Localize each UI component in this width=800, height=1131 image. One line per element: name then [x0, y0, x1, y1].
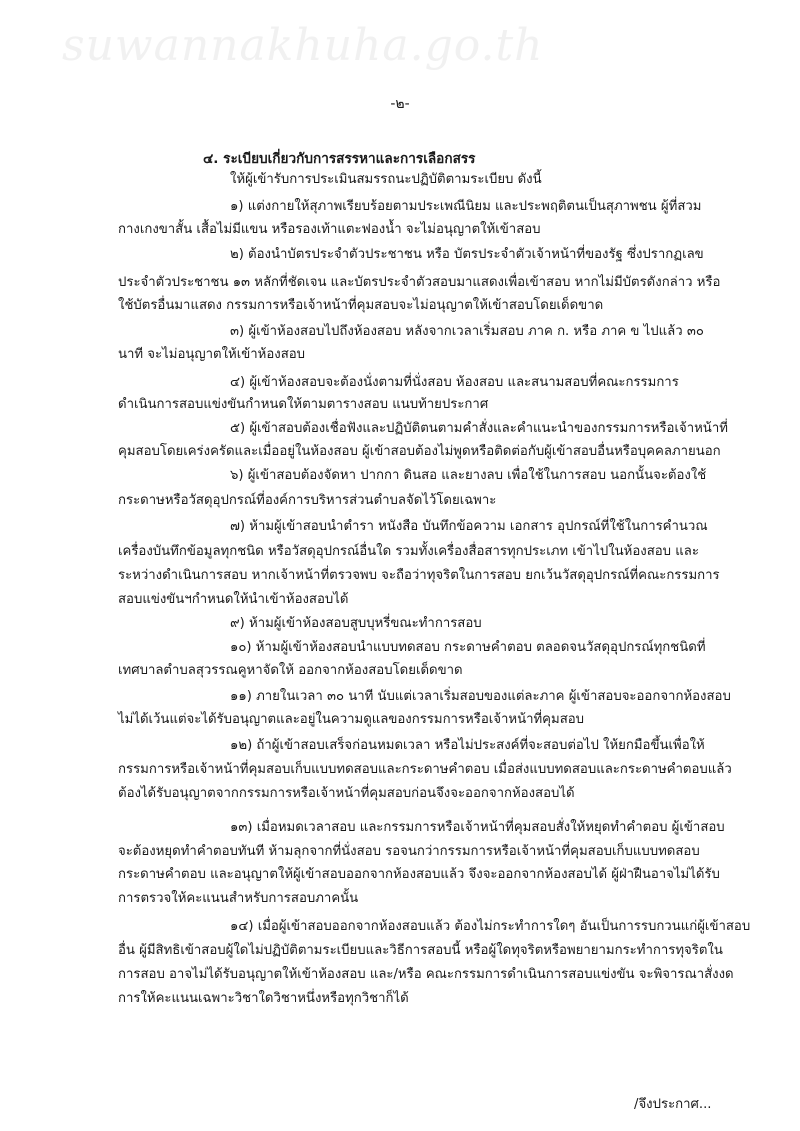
rule-9-line-1: ๙) ห้ามผู้เข้าห้องสอบสูบบุหรี่ขณะทำการสอบ — [230, 616, 482, 631]
rule-14-line-2: อื่น ผู้มีสิทธิเข้าสอบผู้ใดไม่ปฏิบัติตามระเบียบและวิธีการสอบนี้ หรือผู้ใดทุจริตหรือพยายามกระทำการทุจริตใน — [118, 943, 723, 958]
rule-11-line-1: ๑๑) ภายในเวลา ๓๐ นาที นับแต่เวลาเริ่มสอบของแต่ละภาค ผู้เข้าสอบจะออกจากห้องสอบ — [230, 689, 731, 704]
rule-10-line-2: เทศบาลตำบลสุวรรณคูหาจัดให้ ออกจากห้องสอบโดยเด็ดขาด — [118, 663, 463, 678]
section-heading: ๔. ระเบียบเกี่ยวกับการสรรหาและการเลือกสรร — [203, 151, 476, 167]
rule-2-line-3: ใช้บัตรอื่นมาแสดง กรรมการหรือเจ้าหน้าที่คุมสอบจะไม่อนุญาตให้เข้าสอบโดยเด็ดขาด — [118, 298, 604, 313]
rule-5-line-2: คุมสอบโดยเคร่งครัดและเมื่ออยู่ในห้องสอบ ผู้เข้าสอบต้องไม่พูดหรือติดต่อกับผู้เข้าสอบอื่นหรือบุคคลภายนอก — [118, 444, 721, 459]
watermark: suwannakhuha.go.th — [62, 20, 544, 71]
rule-14-line-4: การให้คะแนนเฉพาะวิชาใดวิชาหนึ่งหรือทุกวิชาก็ได้ — [118, 991, 409, 1006]
rule-4-line-1: ๔) ผู้เข้าห้องสอบจะต้องนั่งตามที่นั่งสอบ ห้องสอบ และสนามสอบที่คณะกรรมการ — [230, 375, 679, 390]
rule-3-line-2: นาที จะไม่อนุญาตให้เข้าห้องสอบ — [118, 347, 306, 362]
rule-7-line-1: ๗) ห้ามผู้เข้าสอบนำตำรา หนังสือ บันทึกข้อความ เอกสาร อุปกรณ์ที่ใช้ในการคำนวณ — [230, 519, 708, 534]
rule-4-line-2: ดำเนินการสอบแข่งขันกำหนดให้ตามตารางสอบ แนบท้ายประกาศ — [118, 397, 489, 412]
rule-6-line-2: กระดาษหรือวัสดุอุปกรณ์ที่องค์การบริหารส่วนตำบลจัดไว้โดยเฉพาะ — [118, 493, 497, 508]
rule-12-line-3: ต้องได้รับอนุญาตจากกรรมการหรือเจ้าหน้าที่คุมสอบก่อนจึงจะออกจากห้องสอบได้ — [118, 786, 575, 801]
rule-12-line-1: ๑๒) ถ้าผู้เข้าสอบเสร็จก่อนหมดเวลา หรือไม่ประสงค์ที่จะสอบต่อไป ให้ยกมือขึ้นเพื่อให้ — [230, 738, 705, 753]
page-number: -๒- — [390, 96, 410, 112]
rule-14-line-3: การสอบ อาจไม่ได้รับอนุญาตให้เข้าห้องสอบ และ/หรือ คณะกรรมการดำเนินการสอบแข่งขัน จะพิจารณาสั่งงด — [118, 967, 734, 982]
rule-3-line-1: ๓) ผู้เข้าห้องสอบไปถึงห้องสอบ หลังจากเวลาเริ่มสอบ ภาค ก. หรือ ภาค ข ไปแล้ว ๓๐ — [230, 324, 704, 339]
rule-2-line-2: ประจำตัวประชาชน ๑๓ หลักที่ชัดเจน และบัตรประจำตัวสอบมาแสดงเพื่อเข้าสอบ หากไม่มีบัตรดังกล่าว หรือ — [118, 275, 721, 290]
continuation-note: /จึงประกาศ... — [634, 1097, 712, 1112]
rule-10-line-1: ๑๐) ห้ามผู้เข้าห้องสอบนำแบบทดสอบ กระดาษคำตอบ ตลอดจนวัสดุอุปกรณ์ทุกชนิดที่ — [230, 640, 706, 655]
intro-line: ให้ผู้เข้ารับการประเมินสมรรถนะปฏิบัติตามระเบียบ ดังนี้ — [230, 172, 542, 187]
rule-7-line-4: สอบแข่งขันฯกำหนดให้นำเข้าห้องสอบได้ — [118, 592, 349, 607]
rule-12-line-2: กรรมการหรือเจ้าหน้าที่คุมสอบเก็บแบบทดสอบและกระดาษคำตอบ เมื่อส่งแบบทดสอบและกระดาษคำตอบแล้ว — [118, 762, 732, 777]
rule-13-line-4: การตรวจให้คะแนนสำหรับการสอบภาคนั้น — [118, 891, 359, 906]
rule-5-line-1: ๕) ผู้เข้าสอบต้องเชื่อฟังและปฏิบัติตนตามคำสั่งและคำแนะนำของกรรมการหรือเจ้าหน้าที่ — [230, 421, 728, 436]
rule-7-line-2: เครื่องบันทึกข้อมูลทุกชนิด หรือวัสดุอุปกรณ์อื่นใด รวมทั้งเครื่องสื่อสารทุกประเภท เข้าไปในห้องสอบ และ — [118, 544, 699, 559]
rule-7-line-3: ระหว่างดำเนินการสอบ หากเจ้าหน้าที่ตรวจพบ จะถือว่าทุจริตในการสอบ ยกเว้นวัสดุอุปกรณ์ที่คณะกรรมการ — [118, 568, 720, 583]
rule-2-line-1: ๒) ต้องนำบัตรประจำตัวประชาชน หรือ บัตรประจำตัวเจ้าหน้าที่ของรัฐ ซึ่งปรากฏเลข — [230, 247, 704, 262]
rule-1-line-1: ๑) แต่งกายให้สุภาพเรียบร้อยตามประเพณีนิยม และประพฤติตนเป็นสุภาพชน ผู้ที่สวม — [230, 199, 702, 214]
rule-13-line-3: กระดาษคำตอบ และอนุญาตให้ผู้เข้าสอบออกจากห้องสอบแล้ว จึงจะออกจากห้องสอบได้ ผู้ฝ่าฝืนอาจไม่ได้รับ — [118, 867, 720, 882]
rule-13-line-2: จะต้องหยุดทำคำตอบทันที ห้ามลุกจากที่นั่งสอบ รอจนกว่ากรรมการหรือเจ้าหน้าที่คุมสอบเก็บแบบทดสอบ — [118, 844, 700, 859]
rule-11-line-2: ไม่ได้เว้นแต่จะได้รับอนุญาตและอยู่ในความดูแลของกรรมการหรือเจ้าหน้าที่คุมสอบ — [118, 712, 585, 727]
rule-13-line-1: ๑๓) เมื่อหมดเวลาสอบ และกรรมการหรือเจ้าหน้าที่คุมสอบสั่งให้หยุดทำคำตอบ ผู้เข้าสอบ — [230, 820, 725, 835]
rule-6-line-1: ๖) ผู้เข้าสอบต้องจัดหา ปากกา ดินสอ และยางลบ เพื่อใช้ในการสอบ นอกนั้นจะต้องใช้ — [230, 468, 707, 483]
rule-14-line-1: ๑๔) เมื่อผู้เข้าสอบออกจากห้องสอบแล้ว ต้องไม่กระทำการใดๆ อันเป็นการรบกวนแก่ผู้เข้าสอบ — [230, 919, 751, 934]
rule-1-line-2: กางเกงขาสั้น เสื้อไม่มีแขน หรือรองเท้าแตะฟองน้ำ จะไม่อนุญาตให้เข้าสอบ — [118, 222, 541, 237]
